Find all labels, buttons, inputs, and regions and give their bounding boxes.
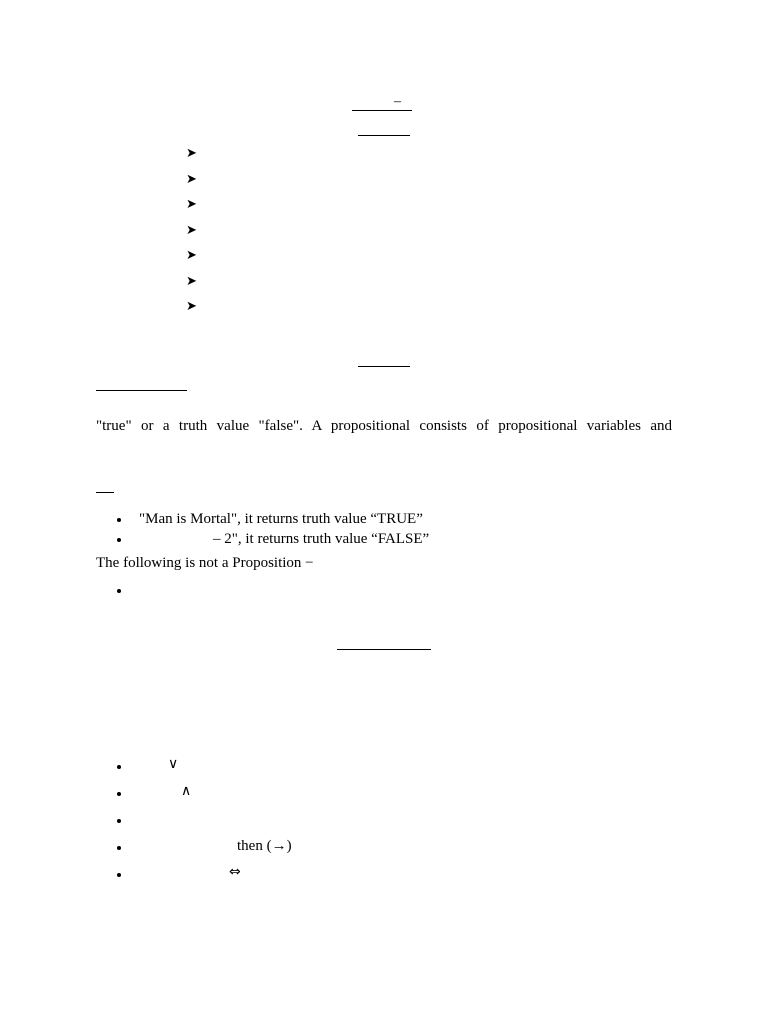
biconditional-symbol: ⇔ (229, 864, 241, 880)
arrow-bullet-icon: ➤ (186, 274, 197, 289)
subtitle-underline (358, 135, 410, 136)
bullet-dot (117, 589, 121, 593)
bullet-dot (117, 873, 121, 877)
connectives-heading-underline (337, 649, 431, 650)
subsection-heading-underline (96, 390, 187, 391)
title-underline (352, 110, 412, 111)
not-proposition-text: The following is not a Proposition − (96, 555, 314, 571)
bullet-dot (117, 518, 121, 522)
arrow-bullet-icon: ➤ (186, 197, 197, 212)
bullet-dot (117, 792, 121, 796)
arrow-bullet-icon: ➤ (186, 146, 197, 161)
arrow-bullet-icon: ➤ (186, 248, 197, 263)
title-dash: – (394, 94, 401, 109)
bullet-dot (117, 846, 121, 850)
arrow-bullet-icon: ➤ (186, 172, 197, 187)
bullet-dot (117, 538, 121, 542)
example-item-2: – 2", it returns truth value “FALSE” (213, 531, 430, 547)
definition-paragraph-line: "true" or a truth value "false". A propositional consists of propositional variables and (96, 418, 672, 434)
example-heading-underline (96, 492, 114, 493)
bullet-dot (117, 819, 121, 823)
example-item-1: "Man is Mortal", it returns truth value “TRUE” (139, 511, 423, 527)
implication-text: then (→) (237, 838, 292, 854)
section-heading-underline (358, 366, 410, 367)
bullet-dot (117, 765, 121, 769)
arrow-bullet-icon: ➤ (186, 223, 197, 238)
arrow-bullet-icon: ➤ (186, 299, 197, 314)
and-symbol: ∧ (181, 783, 192, 799)
or-symbol: ∨ (168, 756, 179, 772)
